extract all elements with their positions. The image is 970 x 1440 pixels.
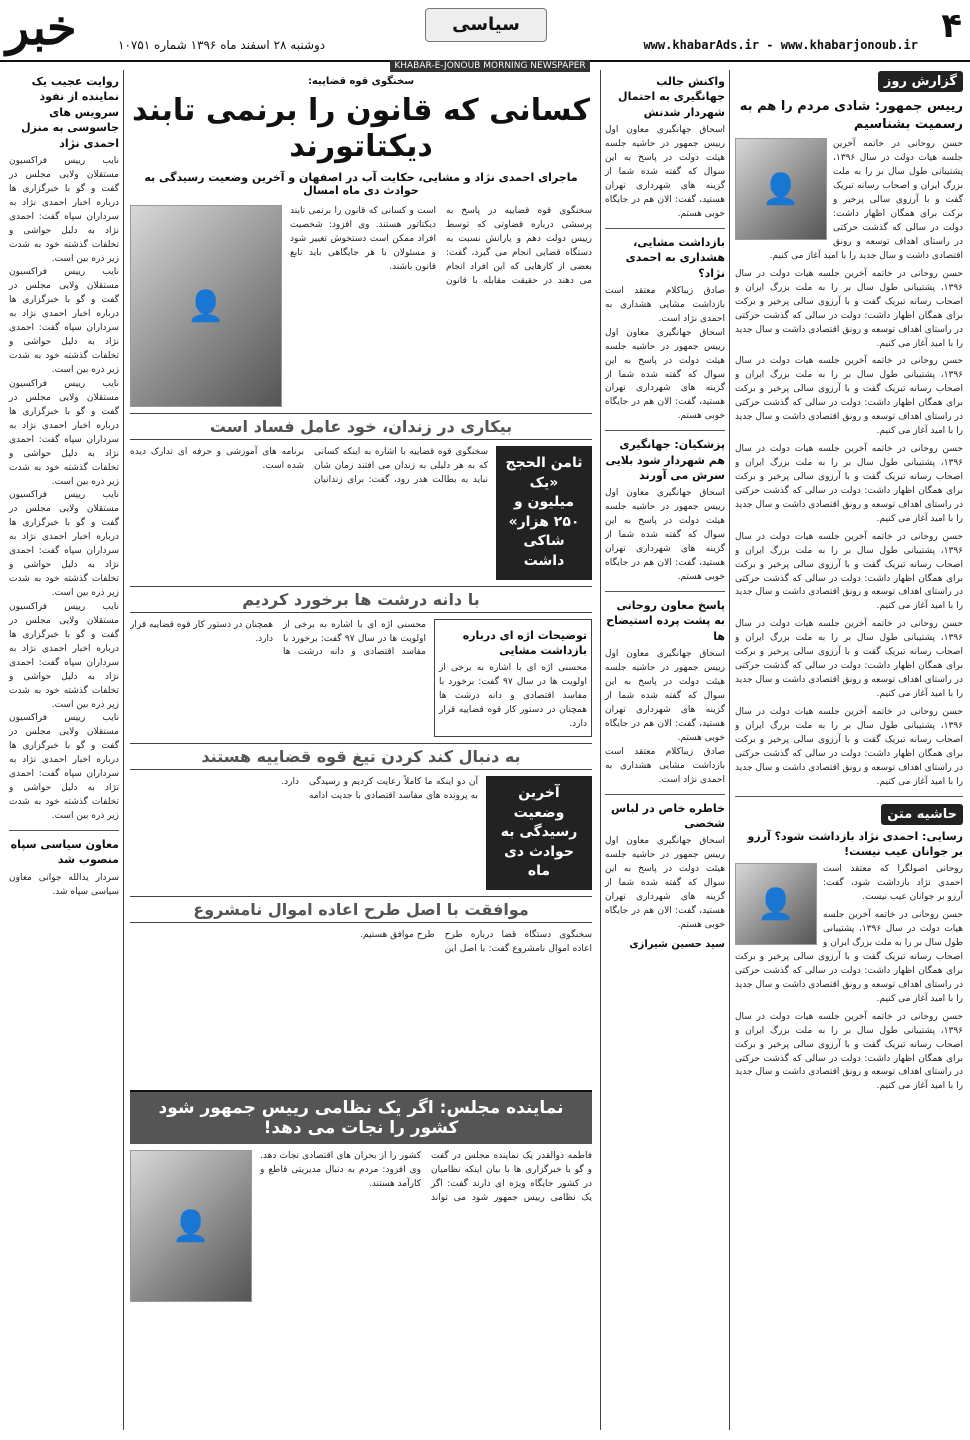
margin-label: حاشیه متن: [881, 804, 963, 825]
irgc-body: سردار یدالله جوانی معاون سیاسی سپاه شد.: [9, 872, 119, 897]
divider: [605, 794, 725, 795]
right-column: [735, 70, 963, 1430]
ejei-photo: [130, 205, 282, 407]
day-report-label: گزارش روز: [878, 71, 963, 92]
middle-column: [600, 70, 730, 1430]
spy-title: روایت عجیب یک نماینده از نفوذ سرویس های جاسوسی به منزل احمدی نژاد: [21, 75, 119, 150]
bottom-article: [130, 1090, 592, 1432]
person-icon: 👤: [762, 171, 800, 207]
right-body-filler-4: حسن روحانی در خاتمه آخرین جلسه هیات دولت در سال ۱۳۹۶، پشتیبانی طول سال بر را به ملت بزرگ ایران و اصحاب رسانه تبریک گفت و با آرزوی سالی پرخیر و برکت برای همگان اظهار داشت: دولت در سالی که گذشت حرکتی در راستای اهداف توسعه و رونق اقتصادی داشت و سال جدید را با امید آغاز می کنیم.: [735, 531, 963, 612]
bottom-headline: نماینده مجلس: اگر یک نظامی رییس جمهور شود کشور را نجات می دهد!: [130, 1092, 592, 1144]
prison-body: سخنگوی قوه قضاییه با اشاره به اینکه کسانی که به هر دلیلی به زندان می افتند زمان شان نباید به بطالت هدر رود، گفت: برای زندانیان برنامه های آموزشی و حرفه ای تدارک دیده شده است.: [130, 447, 488, 485]
right-body-filler-5: حسن روحانی در خاتمه آخرین جلسه هیات دولت در سال ۱۳۹۶، پشتیبانی طول سال بر را به ملت بزرگ ایران و اصحاب رسانه تبریک گفت و با آرزوی سالی پرخیر و برکت برای همگان اظهار داشت: دولت در سالی که گذشت حرکتی در راستای اهداف توسعه و رونق اقتصادی داشت و سال جدید را با امید آغاز می کنیم.: [735, 619, 963, 699]
section-judiciary: به دنبال کند کردن تیغ قوه قضاییه هستند: [130, 743, 592, 770]
spy-body-4: نایب رییس فراکسیون مستقلان ولایی مجلس در گفت و گو با خبرگزاری ها درباره اخبار احمدی نژاد به سرداران سپاه گفت: احمدی نژاد به دلیل حواشی و تخلفات گذشته خود به شدت زیر ذره بین است.: [9, 490, 119, 599]
mashaei-box: [434, 619, 592, 737]
spy-body: نایب رییس فراکسیون مستقلان ولایی مجلس در گفت و گو با خبرگزاری ها درباره اخبار احمدی نژاد به سرداران سپاه گفت: احمدی نژاد به دلیل حواشی و تخلفات گذشته خود به شدت زیر ذره بین است.: [9, 155, 119, 264]
divider: [605, 430, 725, 431]
rasaei-photo: [735, 863, 817, 945]
mashaei-body-2: اسحاق جهانگیری معاون اول رییس جمهور در حاشیه جلسه هیئت دولت در پاسخ به این سوال که گفته شده شما از گزینه های شهرداری تهران هستید، گفت: الان هم در جایگاه خوبی هستم.: [605, 327, 725, 422]
pezeshkian-title: پزشکیان: جهانگیری هم شهردار شود بلایی سرش می آورند: [605, 438, 725, 483]
rasaei-body: روحانی اصولگرا که معتقد است احمدی نژاد بازداشت شود، گفت: آرزو بر جوانان عیب نیست.: [823, 864, 963, 903]
impeachment-body: اسحاق جهانگیری معاون اول رییس جمهور در حاشیه جلسه هیئت دولت در پاسخ به این سوال که گفته شده شما از گزینه های شهرداری تهران هستید، گفت: الان هم در جایگاه خوبی هستم.: [605, 649, 725, 743]
left-column: [5, 70, 124, 1430]
spy-body-6: نایب رییس فراکسیون مستقلان ولایی مجلس در گفت و گو با خبرگزاری ها درباره اخبار احمدی نژاد به سرداران سپاه گفت: احمدی نژاد به دلیل حواشی و تخلفات گذشته خود به شدت زیر ذره بین است.: [9, 713, 119, 822]
callout-samen: ثامن الحجج «یک میلیون و ۲۵۰ هزار» شاکی داشت: [496, 446, 592, 580]
kicker: سخنگوی قوه قضاییه:: [307, 76, 415, 87]
rasaei-headline: رسایی: احمدی نژاد بازداشت شود؟ آرزو بر جوانان عیب نیست!: [747, 829, 963, 858]
spy-body-5: نایب رییس فراکسیون مستقلان ولایی مجلس در گفت و گو با خبرگزاری ها درباره اخبار احمدی نژاد به سرداران سپاه گفت: احمدی نژاد به دلیل حواشی و تخلفات گذشته خود به شدت زیر ذره بین است.: [9, 601, 119, 710]
right-body: حسن روحانی در خاتمه آخرین جلسه هیات دولت در سال ۱۳۹۶، پشتیبانی طول سال بر را به ملت بزرگ ایران و اصحاب رسانه تبریک گفت و با آرزوی سالی پرخیر و برکت برای همگان اظهار داشت: دولت در سالی که گذشت حرکتی در راستای اهداف توسعه و رونق اقتصادی داشت و سال جدید را با امید آغاز می کنیم.: [769, 139, 963, 261]
assets-body: سخنگوی دستگاه قضا درباره طرح اعاده اموال نامشروع گفت: با اصل این طرح موافق هستیم.: [360, 930, 592, 954]
section-title: سیاسی: [425, 8, 547, 42]
right-body-filler: حسن روحانی در خاتمه آخرین جلسه هیات دولت در سال ۱۳۹۶، پشتیبانی طول سال بر را به ملت بزرگ ایران و اصحاب رسانه تبریک گفت و با آرزوی سالی پرخیر و برکت برای همگان اظهار داشت: دولت در سالی که گذشت حرکتی در راستای اهداف توسعه و رونق اقتصادی داشت و سال جدید را با امید آغاز می کنیم.: [735, 268, 963, 349]
memory-title: خاطره خاص در لباس شخصی: [610, 801, 725, 830]
callout-dey: آخرین وضعیت رسیدگی به حوادث دی ماه: [486, 776, 592, 890]
impeachment-body-2: صادق زیباکلام معتقد است بازداشت مشایی هشداری به احمدی نژاد است.: [605, 746, 725, 785]
big-fish-body: محسنی اژه ای با اشاره به برخی از اولویت ها در سال ۹۷ گفت: برخورد با مفاسد اقتصادی و دانه درشت ها همچنان در دستور کار قوه قضاییه قرار دارد.: [130, 619, 426, 658]
spy-body-2: نایب رییس فراکسیون مستقلان ولایی مجلس در گفت و گو با خبرگزاری ها درباره اخبار احمدی نژاد به سرداران سپاه گفت: احمدی نژاد به دلیل حواشی و تخلفات گذشته خود به شدت زیر ذره بین است.: [9, 267, 119, 376]
site-url[interactable]: www.khabarAds.ir - www.khabarjonoub.ir: [643, 38, 918, 52]
issue-line: دوشنبه ۲۸ اسفند ماه ۱۳۹۶ شماره ۱۰۷۵۱: [118, 38, 326, 52]
person-icon: 👤: [757, 886, 795, 922]
divider: [605, 591, 725, 592]
main-headline: کسانی که قانون را برنمی تابند دیکتاتورند: [132, 93, 590, 164]
rouhani-photo: [735, 138, 827, 240]
jahangiri-body: اسحاق جهانگیری معاون اول رییس جمهور در حاشیه جلسه هیئت دولت در پاسخ به این سوال که گفته شده شما از گزینه های شهرداری تهران هستید، گفت: الان هم در جایگاه خوبی هستم.: [605, 125, 725, 219]
mashaei-box-body: محسنی اژه ای با اشاره به برخی از اولویت ها در سال ۹۷ گفت: برخورد با مفاسد اقتصادی و دانه درشت ها همچنان در دستور کار قوه قضاییه قرار دارد.: [439, 663, 587, 730]
main-subhead: ماجرای احمدی نژاد و مشایی، حکایت آب در اصفهان و آخرین وضعیت رسیدگی به حوادث دی ماه امسال: [144, 171, 578, 197]
mashaei-body: صادق زیباکلام معتقد است بازداشت مشایی هشداری به احمدی نژاد است.: [605, 285, 725, 324]
judiciary-body: آن دو اینکه ما کاملاً رعایت کردیم و رسیدگی به پرونده های مفاسد اقتصادی با جدیت ادامه دارد.: [281, 777, 478, 801]
mashaei-title: بازداشت مشایی، هشداری به احمدی نژاد؟: [625, 235, 725, 280]
newspaper-logo: خبر: [6, 0, 77, 56]
section-prison: بیکاری در زندان، خود عامل فساد است: [130, 413, 592, 440]
page-number: ۴: [941, 6, 962, 46]
jahangiri-title: واکنش جالب جهانگیری به احتمال شهردار شدنش: [618, 75, 725, 119]
mashaei-box-title: توضیحات اژه ای درباره بازداشت مشایی: [462, 628, 587, 657]
right-body-filler-6: حسن روحانی در خاتمه آخرین جلسه هیات دولت در سال ۱۳۹۶، پشتیبانی طول سال بر را به ملت بزرگ ایران و اصحاب رسانه تبریک گفت و با آرزوی سالی پرخیر و برکت برای همگان اظهار داشت: دولت در سالی که گذشت حرکتی در راستای اهداف توسعه و رونق اقتصادی داشت و سال جدید را با امید آغاز می کنیم.: [735, 706, 963, 787]
divider: [735, 796, 963, 797]
impeachment-title: پاسخ معاون روحانی به پشت پرده استیضاح ها: [606, 599, 725, 643]
pezeshkian-body: اسحاق جهانگیری معاون اول رییس جمهور در حاشیه جلسه هیئت دولت در پاسخ به این سوال که گفته شده شما از گزینه های شهرداری تهران هستید، گفت: الان هم در جایگاه خوبی هستم.: [605, 488, 725, 583]
rasaei-body-filler-2: حسن روحانی در خاتمه آخرین جلسه هیات دولت در سال ۱۳۹۶، پشتیبانی طول سال بر را به ملت بزرگ ایران و اصحاب رسانه تبریک گفت و با آرزوی سالی پرخیر و برکت برای همگان اظهار داشت: دولت در سالی که گذشت حرکتی در راستای اهداف توسعه و رونق اقتصادی داشت و سال جدید را با امید آغاز می کنیم.: [735, 1011, 963, 1092]
section-big-fish: با دانه درشت ها برخورد کردیم: [130, 586, 592, 613]
right-body-filler-2: حسن روحانی در خاتمه آخرین جلسه هیات دولت در سال ۱۳۹۶، پشتیبانی طول سال بر را به ملت بزرگ ایران و اصحاب رسانه تبریک گفت و با آرزوی سالی پرخیر و برکت برای همگان اظهار داشت: دولت در سالی که گذشت حرکتی در راستای اهداف توسعه و رونق اقتصادی داشت و سال جدید را با امید آغاز می کنیم.: [735, 356, 963, 437]
mp-photo: [130, 1150, 252, 1302]
rasaei-body-filler: حسن روحانی در خاتمه آخرین جلسه هیات دولت در سال ۱۳۹۶، پشتیبانی طول سال بر را به ملت بزرگ ایران و اصحاب رسانه تبریک گفت و با آرزوی سالی پرخیر و برکت برای همگان اظهار داشت: دولت در سالی که گذشت حرکتی در راستای اهداف توسعه و رونق اقتصادی داشت و سال جدید را با امید آغاز می کنیم.: [735, 910, 963, 1004]
masthead: [0, 0, 970, 62]
english-strip: KHABAR-E-JONOUB MORNING NEWSPAPER: [390, 60, 590, 72]
divider: [605, 228, 725, 229]
spy-body-3: نایب رییس فراکسیون مستقلان ولایی مجلس در گفت و گو با خبرگزاری ها درباره اخبار احمدی نژاد به سرداران سپاه گفت: احمدی نژاد به دلیل حواشی و تخلفات گذشته خود به شدت زیر ذره بین است.: [9, 378, 119, 487]
right-headline: رییس جمهور: شادی مردم را هم به رسمیت بشناسیم: [739, 99, 963, 133]
irgc-title: معاون سیاسی سپاه منصوب شد: [10, 837, 119, 867]
person-icon: 👤: [172, 1208, 210, 1244]
bottom-body: فاطمه ذوالقدر یک نماینده مجلس در گفت و گو با خبرگزاری ها با بیان اینکه نظامیان در کشور جایگاه ویژه ای دارند گفت: اگر یک نظامی رییس جمهور شود می تواند کشور را از بحران های اقتصادی نجات دهد. وی افزود: مردم به دنبال مدیریتی قاطع و کارآمد هستند.: [260, 1151, 592, 1203]
main-body: سخنگوی قوه قضاییه در پاسخ به پرسشی درباره قضاوتی که توسط رییس دولت دهم و یارانش نسبت به دستگاه قضایی انجام می گیرد، گفت: بعضی از کارهایی که این افراد انجام می دهند در حقیقت مقابله با قانون است و کسانی که قانون را برنمی تابند دیکتاتور هستند. وی افزود: شخصیت افراد ممکن است دستخوش تغییر شود و مسئولان با هر جایگاهی باید تابع قانون باشند.: [290, 206, 592, 286]
author-credit: سید حسین شیرازی: [629, 938, 725, 950]
person-icon: 👤: [187, 288, 225, 324]
memory-body: اسحاق جهانگیری معاون اول رییس جمهور در حاشیه جلسه هیئت دولت در پاسخ به این سوال که گفته شده شما از گزینه های شهرداری تهران هستید، گفت: الان هم در جایگاه خوبی هستم.: [605, 836, 725, 930]
section-assets: موافقت با اصل طرح اعاده اموال نامشروع: [130, 896, 592, 923]
right-body-filler-3: حسن روحانی در خاتمه آخرین جلسه هیات دولت در سال ۱۳۹۶، پشتیبانی طول سال بر را به ملت بزرگ ایران و اصحاب رسانه تبریک گفت و با آرزوی سالی پرخیر و برکت برای همگان اظهار داشت: دولت در سالی که گذشت حرکتی در راستای اهداف توسعه و رونق اقتصادی داشت و سال جدید را با امید آغاز می کنیم.: [735, 444, 963, 524]
divider: [9, 830, 119, 831]
